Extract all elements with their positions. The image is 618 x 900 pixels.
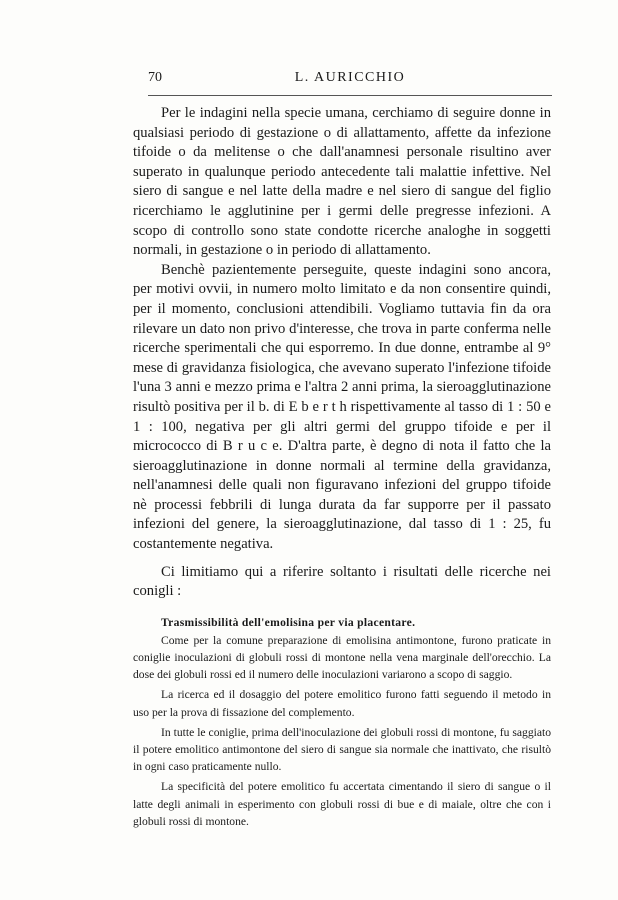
section-paragraph-3: In tutte le coniglie, prima dell'inoculazione dei globuli rossi di montone, fu saggiato il potere emolitico antimontone del siero di sangue sia normale che inattivato, che risultò in ogni caso praticamente nullo.: [133, 725, 551, 774]
header-rule: [148, 95, 552, 96]
paragraph-1: Per le indagini nella specie umana, cerchiamo di seguire donne in qualsiasi periodo di gestazione o di allattamento, affette da infezione tifoide o da melitense o che dall'anamnesi personale risultino aver superato in qualunque periodo antecedente tali malattie infettive. Nel siero di sangue e nel latte della madre e nel siero di sangue del figlio ricerchiamo le agglutinine per i germi delle pregresse infezioni. A scopo di controllo sono state condotte ricerche analoghe in soggetti normali, in gestazione o in periodo di allattamento.: [133, 105, 551, 259]
section: [133, 616, 551, 830]
page-number: 70: [148, 70, 162, 85]
body-text: [133, 104, 551, 830]
section-paragraph-2: La ricerca ed il dosaggio del potere emolitico furono fatti seguendo il metodo in uso per la prova di fissazione del complemento.: [133, 688, 551, 719]
paragraph-3: Ci limitiamo qui a riferire soltanto i risultati delle ricerche nei conigli :: [133, 563, 551, 600]
section-title: Trasmissibilità dell'emolisina per via placentare.: [161, 615, 416, 629]
section-paragraph-4: La specificità del potere emolitico fu accertata cimentando il siero di sangue o il latte degli animali in esperimento con globuli rossi di bue e di maiale, oltre che con i globuli rossi di montone.: [133, 780, 551, 828]
running-head: L. AURICCHIO: [294, 70, 406, 85]
paragraph-2: Benchè pazientemente perseguite, queste indagini sono ancora, per motivi ovvii, in numero molto limitato e da non consentire quindi, per il momento, conclusioni attendibili. Vogliamo tuttavia fin da ora rilevare un dato non privo d'interesse, che trova in parte conferma nelle ricerche sperimentali che qui esporremo. In due donne, entrambe al 9° mese di gravidanza fisiologica, che avevano superato l'infezione tifoide l'una 3 anni e mezzo prima e l'altra 2 anni prima, la sieroagglutinazione risultò positiva per il b. di E b e r t h rispettivamente al tasso di 1 : 50 e 1 : 100, negativa per gli altri germi del gruppo tifoide e per il micrococco di B r u c e. D'altra parte, è degno di nota il fatto che la sieroagglutinazione in donne normali al termine della gravidanza, nell'anamnesi delle quali non figuravano infezioni del gruppo tifoide nè processi febbrili di lunga durata da far supporre per il passato infezioni del genere, la sieroagglutinazione, dal tasso di 1 : 25, fu costantemente negativa.: [133, 261, 551, 553]
page-header: [148, 70, 552, 92]
section-paragraph-1: Come per la comune preparazione di emolisina antimontone, furono praticate in coniglie inoculazioni di globuli rossi di montone nella vena marginale dell'orecchio. La dose dei globuli rossi ed il numero delle inoculazioni variarono a scopo di saggio.: [133, 633, 551, 682]
